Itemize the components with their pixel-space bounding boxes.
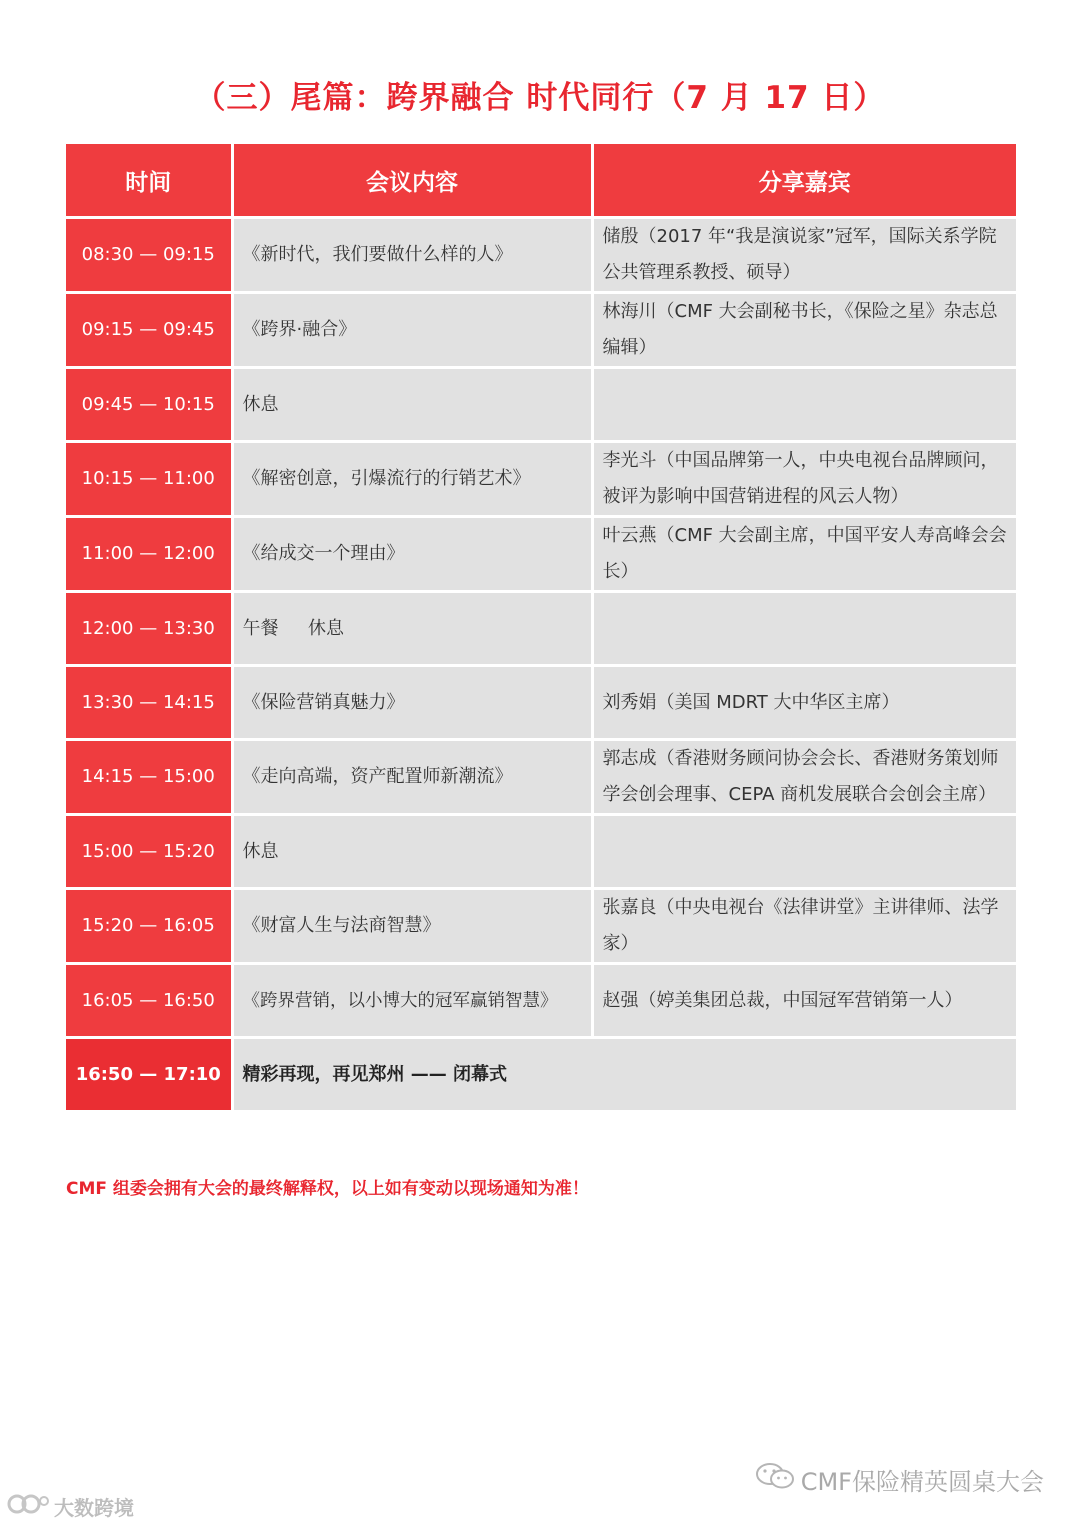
row-content: 《新时代，我们要做什么样的人》 bbox=[232, 218, 592, 293]
table-row bbox=[66, 740, 1016, 815]
row-content: 《财富人生与法商智慧》 bbox=[232, 889, 592, 964]
row-time: 08:30 — 09:15 bbox=[66, 218, 232, 293]
row-content: 休息 bbox=[232, 815, 592, 889]
logo-icon bbox=[6, 1490, 50, 1523]
row-content: 《跨界营销，以小博大的冠军赢销智慧》 bbox=[232, 964, 592, 1038]
closing-row bbox=[66, 1038, 1016, 1112]
table-row bbox=[66, 666, 1016, 740]
table-row bbox=[66, 517, 1016, 592]
row-guest: 张嘉良（中央电视台《法律讲堂》主讲律师、法学家） bbox=[592, 889, 1016, 964]
row-time: 12:00 — 13:30 bbox=[66, 592, 232, 666]
table-row bbox=[66, 368, 1016, 442]
row-time: 13:30 — 14:15 bbox=[66, 666, 232, 740]
row-guest: 赵强（婷美集团总裁，中国冠军营销第一人） bbox=[592, 964, 1016, 1038]
header-guest: 分享嘉宾 bbox=[592, 144, 1016, 218]
row-time: 09:15 — 09:45 bbox=[66, 293, 232, 368]
wechat-icon bbox=[755, 1461, 795, 1497]
row-guest: 郭志成（香港财务顾问协会会长、香港财务策划师学会创会理事、CEPA 商机发展联合会创会主席） bbox=[592, 740, 1016, 815]
row-time: 14:15 — 15:00 bbox=[66, 740, 232, 815]
row-guest bbox=[592, 368, 1016, 442]
table-row bbox=[66, 293, 1016, 368]
row-time: 16:05 — 16:50 bbox=[66, 964, 232, 1038]
row-time: 15:00 — 15:20 bbox=[66, 815, 232, 889]
table-row bbox=[66, 964, 1016, 1038]
row-time: 15:20 — 16:05 bbox=[66, 889, 232, 964]
row-content: 休息 bbox=[232, 368, 592, 442]
closing-content: 精彩再现，再见郑州 —— 闭幕式 bbox=[232, 1038, 1016, 1112]
table-row bbox=[66, 592, 1016, 666]
row-time: 10:15 — 11:00 bbox=[66, 442, 232, 517]
schedule-table bbox=[66, 144, 1016, 1113]
page-title: （三）尾篇：跨界融合 时代同行（7 月 17 日） bbox=[194, 80, 886, 116]
row-time: 09:45 — 10:15 bbox=[66, 368, 232, 442]
row-content: 《保险营销真魅力》 bbox=[232, 666, 592, 740]
row-content: 《给成交一个理由》 bbox=[232, 517, 592, 592]
row-content: 《跨界·融合》 bbox=[232, 293, 592, 368]
watermark-source-name: 大数跨境 bbox=[54, 1496, 134, 1520]
row-time: 11:00 — 12:00 bbox=[66, 517, 232, 592]
row-guest: 刘秀娟（美国 MDRT 大中华区主席） bbox=[592, 666, 1016, 740]
row-guest bbox=[592, 592, 1016, 666]
watermark-source bbox=[6, 1490, 134, 1523]
row-guest bbox=[592, 815, 1016, 889]
row-content: 《解密创意，引爆流行的行销艺术》 bbox=[232, 442, 592, 517]
table-row bbox=[66, 218, 1016, 293]
closing-time: 16:50 — 17:10 bbox=[66, 1038, 232, 1112]
row-content: 《走向高端，资产配置师新潮流》 bbox=[232, 740, 592, 815]
disclaimer-note: CMF 组委会拥有大会的最终解释权，以上如有变动以现场通知为准！ bbox=[66, 1179, 589, 1199]
row-guest: 叶云燕（CMF 大会副主席，中国平安人寿高峰会会长） bbox=[592, 517, 1016, 592]
row-guest: 储殷（2017 年“我是演说家”冠军，国际关系学院公共管理系教授、硕导） bbox=[592, 218, 1016, 293]
watermark-account-name: CMF保险精英圆桌大会 bbox=[800, 1467, 1044, 1496]
table-row bbox=[66, 442, 1016, 517]
header-time: 时间 bbox=[66, 144, 232, 218]
header-content: 会议内容 bbox=[232, 144, 592, 218]
row-guest: 林海川（CMF 大会副秘书长，《保险之星》杂志总编辑） bbox=[592, 293, 1016, 368]
row-content: 午餐 休息 bbox=[232, 592, 592, 666]
table-header-row bbox=[66, 144, 1016, 218]
table-row bbox=[66, 889, 1016, 964]
row-guest: 李光斗（中国品牌第一人，中央电视台品牌顾问，被评为影响中国营销进程的风云人物） bbox=[592, 442, 1016, 517]
watermark-account bbox=[755, 1461, 1044, 1497]
table-row bbox=[66, 815, 1016, 889]
